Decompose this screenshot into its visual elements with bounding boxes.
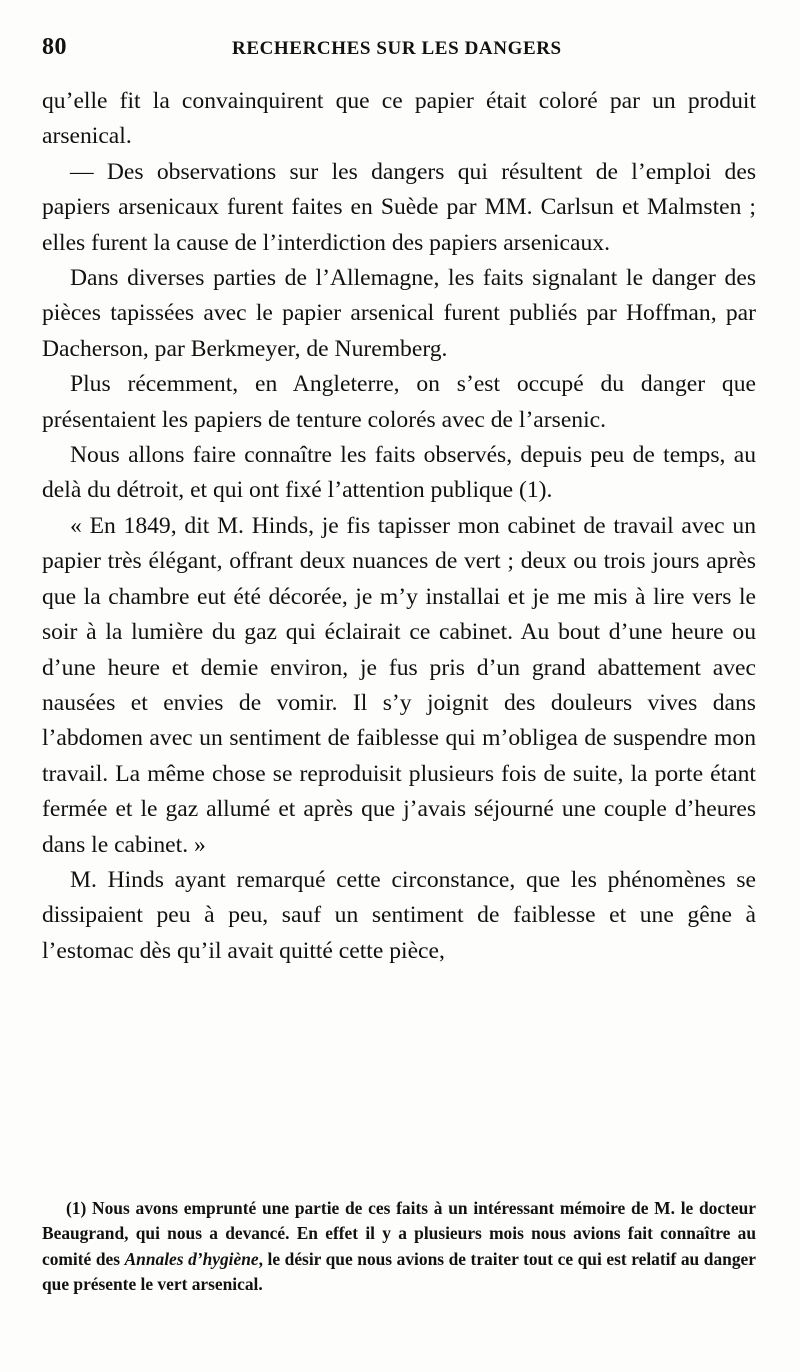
- page-header: [42, 34, 762, 64]
- footnote-text-end: , le désir que nous avions de traiter tout ce qui est relatif au danger que présente le vert arsenical.: [42, 1248, 756, 1295]
- quoted-paragraph: « En 1849, dit M. Hinds, je fis tapisser mon cabinet de travail avec un papier très élégant, offrant deux nuances de vert ; deux ou trois jours après que la chambre eut été décorée, je m’y installai et je me mis à lire vers le soir à la lumière du gaz qui éclairait ce cabinet. Au bout d’une heure ou d’une heure et demie environ, je fus pris d’un grand abattement avec nausées et envies de vomir. Il s’y joignit des douleurs vives dans l’abdomen avec un sentiment de faiblesse qui m’obligea de suspendre mon travail. La même chose se reproduisit plusieurs fois de suite, la porte étant fermée et le gaz allumé et après que j’avais séjourné une couple d’heures dans le cabinet. »: [42, 512, 756, 858]
- footnote-journal-title: Annales d’hygiène: [124, 1248, 259, 1269]
- footnote-text-start: (1) Nous avons emprunté une partie de ces faits à un intéressant mémoire de M. le docteur Beaugrand, qui nous a devancé. En effet il y a plusieurs mois nous avions fait connaître au comité des: [42, 1198, 756, 1269]
- paragraph-continued: qu’elle fit la convainquirent que ce papier était coloré par un produit arsenical.: [42, 88, 756, 150]
- paragraph: — Des observations sur les dangers qui résultent de l’emploi des papiers arsenicaux furent faites en Suède par MM. Carlsun et Malmsten ; elles furent la cause de l’interdiction des papiers arsenicaux.: [42, 158, 756, 256]
- paragraph: Dans diverses parties de l’Allemagne, les faits signalant le danger des pièces tapissées avec le papier arsenical furent publiés par Hoffman, par Dacherson, par Berkmeyer, de Nuremberg.: [42, 265, 756, 362]
- footnote: [42, 1196, 756, 1298]
- body-text: [42, 84, 756, 969]
- paragraph: Plus récemment, en Angleterre, on s’est occupé du danger que présentaient les papiers de tenture colorés avec de l’arsenic.: [42, 371, 756, 433]
- paragraph: M. Hinds ayant remarqué cette circonstance, que les phénomènes se dissipaient peu à peu, sauf un sentiment de faiblesse et une gêne à l’estomac dès qu’il avait quitté cette pièce,: [42, 866, 756, 964]
- page-number: 80: [42, 34, 67, 60]
- running-title: RECHERCHES SUR LES DANGERS: [232, 38, 562, 59]
- paragraph: Nous allons faire connaître les faits observés, depuis peu de temps, au delà du détroit, et qui ont fixé l’attention publique (1).: [42, 442, 756, 504]
- footnote-text: [42, 1196, 756, 1298]
